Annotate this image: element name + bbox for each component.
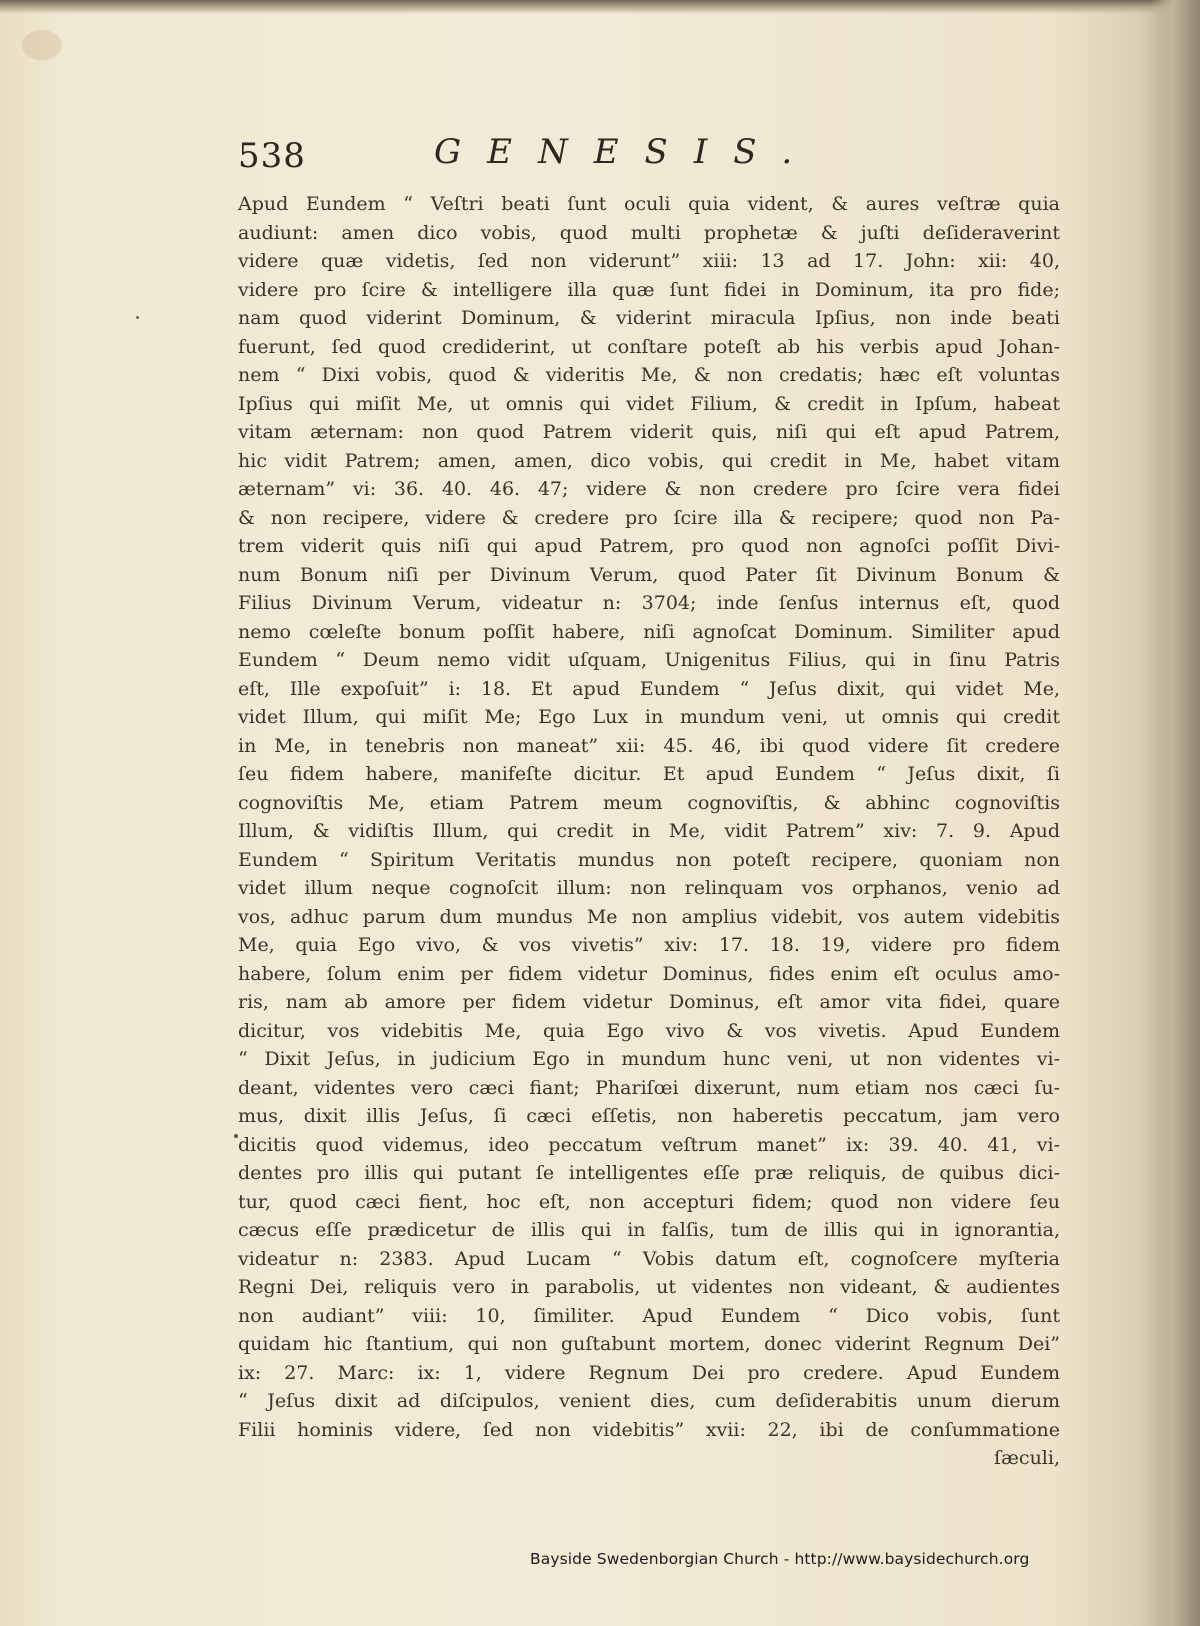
- text-line: habere, ſolum enim per fidem videtur Dominus, fides enim eſt oculus amo-: [238, 962, 1060, 985]
- text-line: non audiant” viii: 10, ſimiliter. Apud Eundem “ Dico vobis, ſunt: [238, 1304, 1060, 1327]
- text-line: ſæculi,: [994, 1447, 1060, 1469]
- text-line: vitam æternam: non quod Patrem viderit quis, niſi qui eſt apud Patrem,: [238, 421, 1060, 443]
- text-line: dentes pro illis qui putant ſe intelligentes eſſe præ reliquis, de quibus dici-: [238, 1162, 1060, 1184]
- text-line: nemo cœleſte bonum poſſit habere, niſi agnoſcat Dominum. Similiter apud: [238, 620, 1060, 643]
- text-line: dicitur, vos videbitis Me, quia Ego vivo & vos vivetis. Apud Eundem: [238, 1019, 1060, 1042]
- text-line: eſt, Ille expoſuit” i: 18. Et apud Eundem “ Jeſus dixit, qui videt Me,: [238, 677, 1060, 700]
- text-line: videt Illum, qui miſit Me; Ego Lux in mundum veni, ut omnis qui credit: [238, 706, 1060, 728]
- text-line: videre quæ videtis, ſed non viderunt” xiii: 13 ad 17. John: xii: 40,: [238, 250, 1060, 272]
- text-line: ix: 27. Marc: ix: 1, videre Regnum Dei pro credere. Apud Eundem: [238, 1361, 1060, 1384]
- text-line: æternam” vi: 36. 40. 46. 47; videre & non credere pro ſcire vera fidei: [238, 478, 1060, 500]
- text-line: & non recipere, videre & credere pro ſcire illa & recipere; quod non Pa-: [238, 506, 1060, 529]
- text-line: videre pro ſcire & intelligere illa quæ ſunt fidei in Dominum, ita pro fide;: [238, 278, 1060, 301]
- text-line: fuerunt, ſed quod crediderint, ut conſtare poteſt ab his verbis apud Johan-: [238, 335, 1060, 358]
- text-line: Apud Eundem “ Veſtri beati ſunt oculi quia vident, & aures veſtræ quia: [238, 193, 1060, 215]
- text-line: Filii hominis videre, ſed non videbitis” xvii: 22, ibi de conſummatione: [238, 1418, 1060, 1441]
- text-line: tur, quod cæci fient, hoc eſt, non accepturi fidem; quod non videre ſeu: [238, 1190, 1060, 1213]
- body-text: [238, 190, 1060, 1473]
- text-line: Eundem “ Deum nemo vidit uſquam, Unigenitus Filius, qui in ſinu Patris: [238, 649, 1060, 671]
- text-line: ris, nam ab amore per fidem videtur Dominus, eſt amor vita fidei, quare: [238, 991, 1060, 1013]
- text-line: deant, videntes vero cæci fiant; Phariſœi dixerunt, num etiam nos cæci ſu-: [238, 1076, 1060, 1099]
- text-line: “ Dixit Jeſus, in judicium Ego in mundum hunc veni, ut non videntes vi-: [238, 1048, 1060, 1070]
- text-line: in Me, in tenebris non maneat” xii: 45. 46, ibi quod videre ſit credere: [238, 734, 1060, 757]
- text-line: ſeu fidem habere, manifeſte dicitur. Et apud Eundem “ Jeſus dixit, ſi: [238, 763, 1060, 785]
- text-line: Me, quia Ego vivo, & vos vivetis” xiv: 17. 18. 19, videre pro fidem: [238, 934, 1060, 956]
- text-line: nam quod viderint Dominum, & viderint miracula Ipſius, non inde beati: [238, 307, 1060, 329]
- running-title: GENESIS.: [434, 132, 819, 172]
- text-line: dicitis quod videmus, ideo peccatum veſtrum manet” ix: 39. 40. 41, vi-: [238, 1133, 1060, 1156]
- text-line: vos, adhuc parum dum mundus Me non amplius videbit, vos autem videbitis: [238, 905, 1060, 928]
- text-line: nem “ Dixi vobis, quod & videritis Me, & non credatis; hæc eſt voluntas: [238, 364, 1060, 386]
- text-line: mus, dixit illis Jeſus, ſi cæci eſſetis, non haberetis peccatum, jam vero: [238, 1105, 1060, 1127]
- footer-credit: Bayside Swedenborgian Church - http://www.baysidechurch.org: [530, 1550, 1030, 1568]
- text-line: audiunt: amen dico vobis, quod multi prophetæ & juſti deſideraverint: [238, 221, 1060, 244]
- paper-stain: [22, 30, 62, 60]
- text-line: Eundem “ Spiritum Veritatis mundus non poteſt recipere, quoniam non: [238, 848, 1060, 871]
- text-line: cognoviſtis Me, etiam Patrem meum cognoviſtis, & abhinc cognoviſtis: [238, 791, 1060, 814]
- text-line: cæcus eſſe prædicetur de illis qui in falſis, tum de illis qui in ignorantia,: [238, 1219, 1060, 1241]
- text-line: trem viderit quis niſi qui apud Patrem, pro quod non agnoſci poſſit Divi-: [238, 535, 1060, 557]
- text-line: Filius Divinum Verum, videatur n: 3704; inde ſenſus internus eſt, quod: [238, 592, 1060, 614]
- page-number: 538: [238, 136, 306, 176]
- text-line: videt illum neque cognoſcit illum: non relinquam vos orphanos, venio ad: [238, 877, 1060, 899]
- text-line: Ipſius qui miſit Me, ut omnis qui videt Filium, & credit in Ipſum, habeat: [238, 392, 1060, 415]
- text-line: Illum, & vidiſtis Illum, qui credit in Me, vidit Patrem” xiv: 7. 9. Apud: [238, 820, 1060, 842]
- text-line: videatur n: 2383. Apud Lucam “ Vobis datum eſt, cognoſcere myſteria: [238, 1247, 1060, 1270]
- text-line: Regni Dei, reliquis vero in parabolis, ut videntes non videant, & audientes: [238, 1276, 1060, 1298]
- text-line: hic vidit Patrem; amen, amen, dico vobis, qui credit in Me, habet vitam: [238, 449, 1060, 472]
- page-gutter-shadow: [1150, 0, 1200, 1626]
- text-line: quidam hic ſtantium, qui non guſtabunt mortem, donec viderint Regnum Dei”: [238, 1333, 1060, 1355]
- text-line: “ Jeſus dixit ad diſcipulos, venient dies, cum deſiderabitis unum dierum: [238, 1390, 1060, 1412]
- text-line: num Bonum niſi per Divinum Verum, quod Pater ſit Divinum Bonum &: [238, 563, 1060, 586]
- ink-speck: [136, 316, 139, 319]
- page-top-shadow: [0, 0, 1200, 14]
- page-header: [238, 132, 1058, 182]
